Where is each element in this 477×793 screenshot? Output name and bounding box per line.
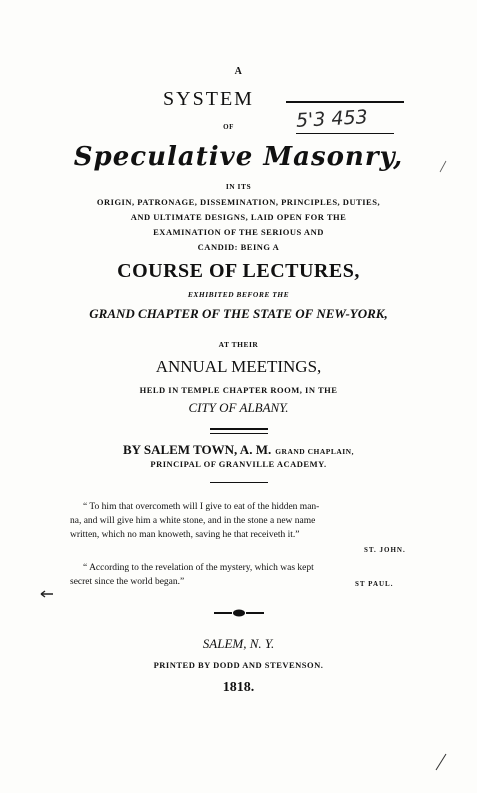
subtitle-line-4: CANDID: BEING A <box>197 242 280 252</box>
title-of: OF <box>223 123 234 131</box>
handwritten-shelf-number: 5'3 453 <box>295 106 369 132</box>
quote-john-line-1: “ To him that overcometh will I give to eat of the hidden man- <box>83 502 320 512</box>
imprint-year: 1818. <box>222 680 255 695</box>
course-of-lectures: COURSE OF LECTURES, <box>117 260 360 282</box>
held-in: HELD IN TEMPLE CHAPTER ROOM, IN THE <box>139 385 338 395</box>
quote-john-line-2: na, and will give him a white stone, and in the stone a new name <box>70 516 316 526</box>
author-principal: PRINCIPAL OF GRANVILLE ACADEMY. <box>150 459 327 469</box>
quote-john-line-3: written, which no man knoweth, saving he that receiveth it.” <box>70 530 300 540</box>
quote-paul-line-1: “ According to the revelation of the mystery, which was kept <box>83 563 314 573</box>
divider-double-top <box>210 428 268 430</box>
handwritten-rule <box>286 101 404 103</box>
subtitle-line-2: AND ULTIMATE DESIGNS, LAID OPEN FOR THE <box>130 212 347 222</box>
title-speculative-masonry: Speculative Masonry, <box>73 142 404 172</box>
imprint-place: SALEM, N. Y. <box>202 636 275 651</box>
imprint-printer: PRINTED BY DODD AND STEVENSON. <box>153 660 324 670</box>
author-title: GRAND CHAPLAIN, <box>275 447 354 456</box>
ornament-divider-icon <box>212 608 266 618</box>
title-article: A <box>234 66 243 77</box>
author-name: BY SALEM TOWN, A. M. <box>123 442 272 457</box>
city-of-albany: CITY OF ALBANY. <box>188 400 289 415</box>
subtitle-line-1: ORIGIN, PATRONAGE, DISSEMINATION, PRINCIPLES, DUTIES, <box>96 197 381 207</box>
divider-single <box>210 482 268 483</box>
at-their: AT THEIR <box>218 340 259 349</box>
margin-pencil-mark-icon <box>434 752 448 772</box>
quote-paul-line-2: secret since the world began.” <box>70 577 185 587</box>
grand-chapter: GRAND CHAPTER OF THE STATE OF NEW-YORK, <box>89 306 388 321</box>
title-system: SYSTEM <box>163 88 254 110</box>
quote-paul-attribution: ST PAUL. <box>355 580 394 588</box>
divider-double-bottom <box>210 433 268 434</box>
quote-john-attribution: ST. JOHN. <box>364 546 406 554</box>
author-line <box>0 441 477 459</box>
subtitle-line-3: EXAMINATION OF THE SERIOUS AND <box>153 227 324 237</box>
exhibited-before: EXHIBITED BEFORE THE <box>187 290 290 299</box>
annual-meetings: ANNUAL MEETINGS, <box>155 357 322 376</box>
margin-arrow-icon <box>40 590 54 598</box>
margin-tick-icon <box>438 160 448 174</box>
handwritten-underline <box>296 133 394 134</box>
subtitle-in-its: IN ITS <box>225 182 252 191</box>
